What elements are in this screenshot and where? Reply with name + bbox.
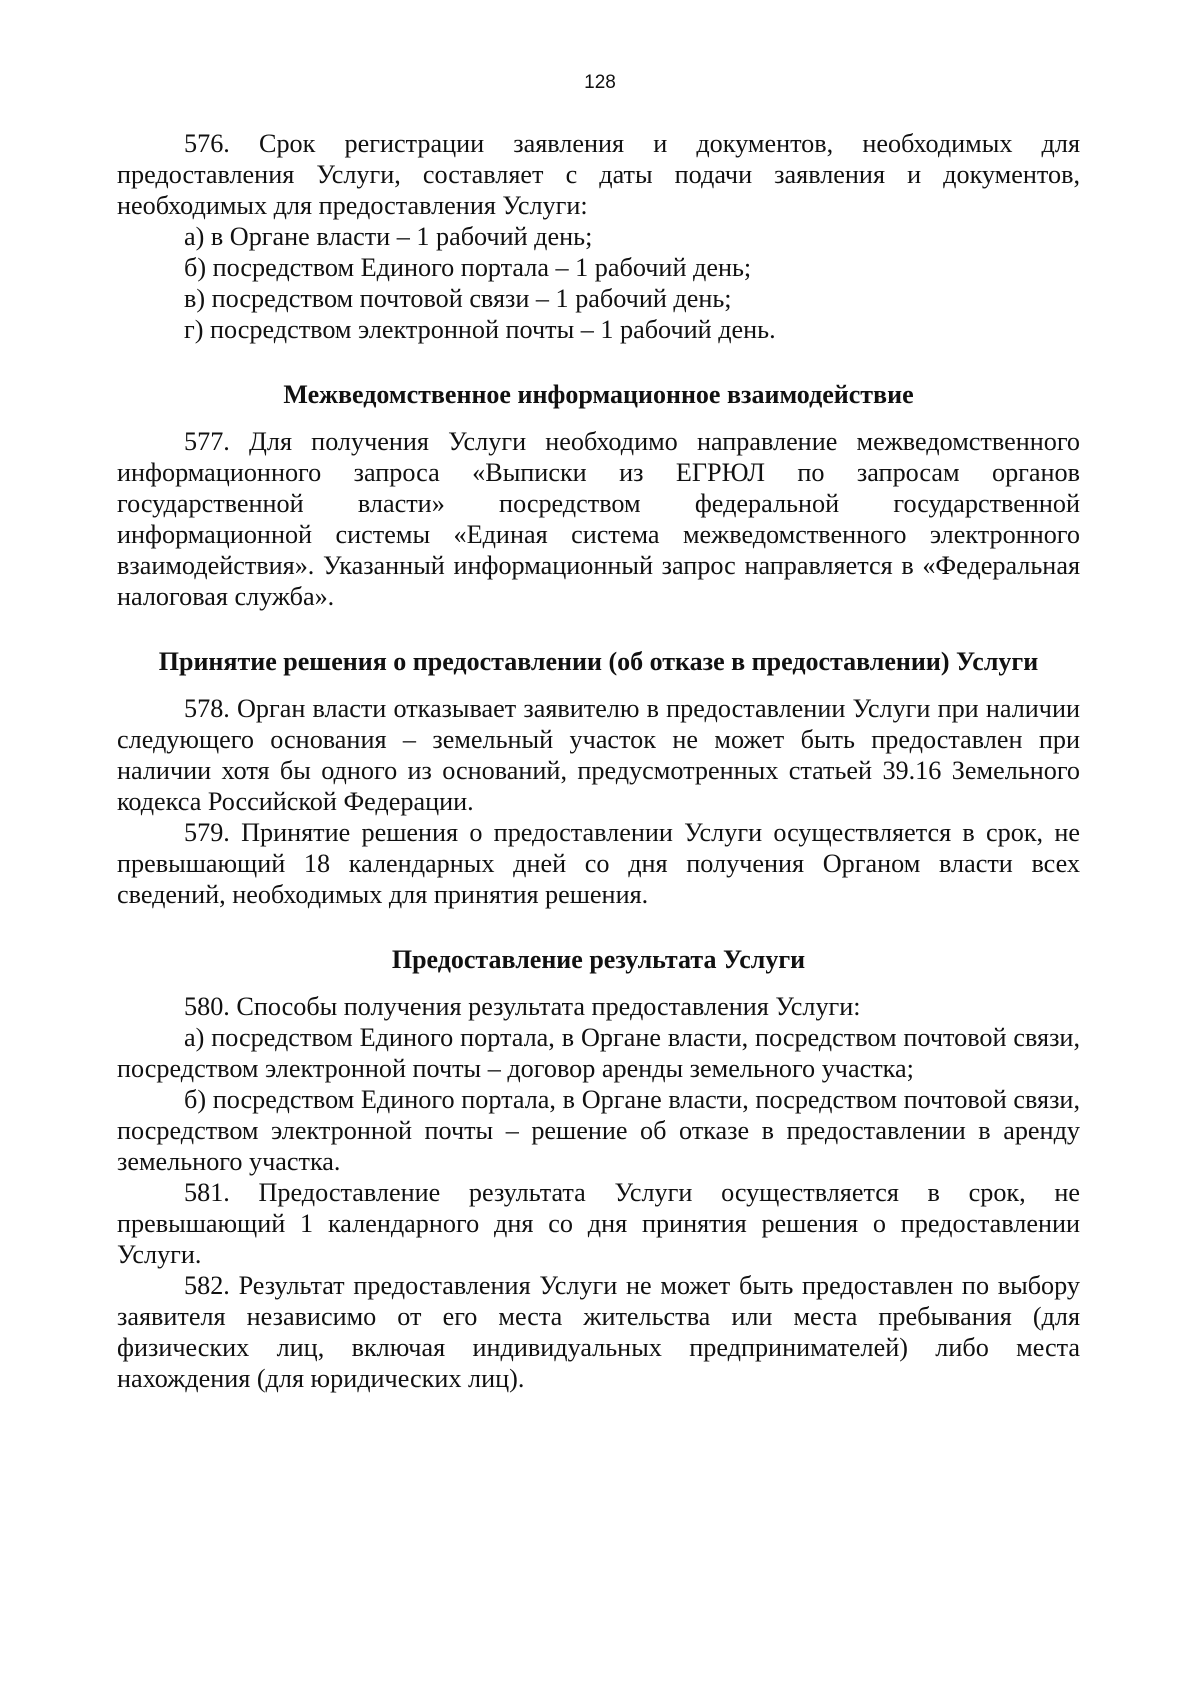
- paragraph-578: 578. Орган власти отказывает заявителю в предоставлении Услуги при наличии следующего основания – земельный участок не может быть предоставлен при наличии хотя бы одного из оснований, предусмотренных статьей 39.16 Земельного кодекса Российской Федерации.: [117, 694, 1080, 816]
- paragraph-577: 577. Для получения Услуги необходимо направление межведомственного информационного запроса «Выписки из ЕГРЮЛ по запросам органов государственной власти» посредством федеральной государственной информационной системы «Единая система межведомственного электронного взаимодействия». Указанный информационный запрос направляется в «Федеральная налоговая служба».: [117, 427, 1080, 611]
- paragraph-581: 581. Предоставление результата Услуги осуществляется в срок, не превышающий 1 календарного дня со дня принятия решения о предоставлении Услуги.: [117, 1178, 1080, 1269]
- section-registration: [117, 128, 1080, 345]
- list-item-576-g: г) посредством электронной почты – 1 рабочий день.: [184, 315, 776, 344]
- list-item-576-v: в) посредством почтовой связи – 1 рабочий день;: [184, 284, 732, 313]
- paragraph-582: 582. Результат предоставления Услуги не может быть предоставлен по выбору заявителя независимо от его места жительства или места пребывания (для физических лиц, включая индивидуальных предпринимателей) либо места нахождения (для юридических лиц).: [117, 1271, 1080, 1393]
- section-heading-result: Предоставление результата Услуги: [391, 945, 806, 974]
- section-result: [117, 944, 1080, 1394]
- section-interagency: [117, 379, 1080, 612]
- section-heading-decision: Принятие решения о предоставлении (об отказе в предоставлении) Услуги: [158, 647, 1039, 676]
- spacer: [117, 975, 1080, 991]
- spacer: [117, 677, 1080, 693]
- page-number: 128: [584, 72, 616, 93]
- spacer: [117, 910, 1080, 944]
- spacer: [117, 345, 1080, 379]
- paragraph-576: 576. Срок регистрации заявления и документов, необходимых для предоставления Услуги, составляет с даты подачи заявления и документов, необходимых для предоставления Услуги:: [117, 129, 1080, 220]
- list-item-580-a: а) посредством Единого портала, в Органе власти, посредством почтовой связи, посредством электронной почты – договор аренды земельного участка;: [117, 1023, 1080, 1083]
- paragraph-580: 580. Способы получения результата предоставления Услуги:: [184, 992, 861, 1021]
- list-item-576-b: б) посредством Единого портала – 1 рабочий день;: [184, 253, 752, 282]
- spacer: [117, 410, 1080, 426]
- paragraph-579: 579. Принятие решения о предоставлении Услуги осуществляется в срок, не превышающий 18 календарных дней со дня получения Органом власти всех сведений, необходимых для принятия решения.: [117, 818, 1080, 909]
- section-heading-interagency: Межведомственное информационное взаимодействие: [283, 380, 914, 409]
- document-body: [117, 128, 1080, 1394]
- list-item-580-b: б) посредством Единого портала, в Органе власти, посредством почтовой связи, посредством электронной почты – решение об отказе в предоставлении в аренду земельного участка.: [117, 1085, 1080, 1176]
- section-decision: [117, 646, 1080, 910]
- list-item-576-a: а) в Органе власти – 1 рабочий день;: [184, 222, 593, 251]
- spacer: [117, 612, 1080, 646]
